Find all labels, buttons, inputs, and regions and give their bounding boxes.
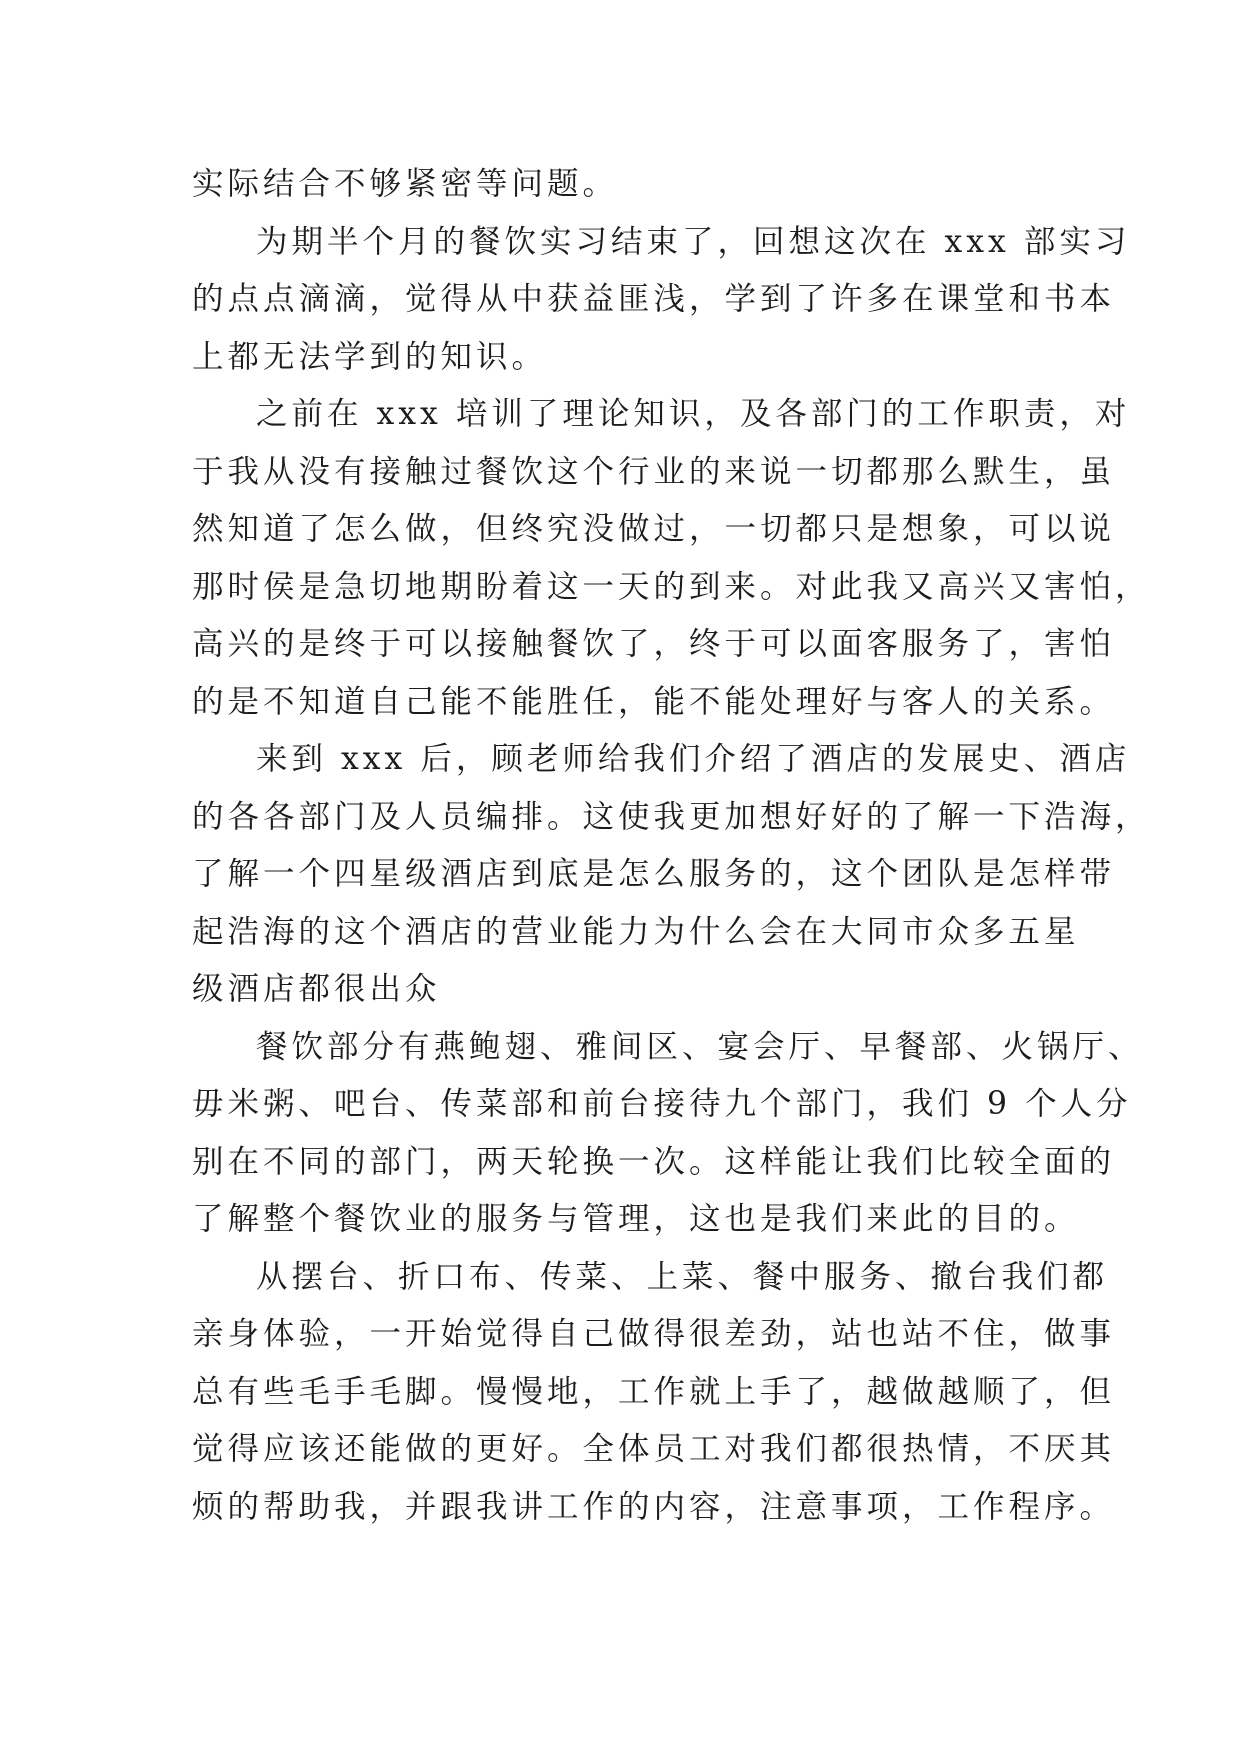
text-line: 亲身体验，一开始觉得自己做得很差劲，站也站不住，做事 xyxy=(192,1316,1116,1352)
text-line: 的是不知道自己能不能胜任，能不能处理好与客人的关系。 xyxy=(192,683,1116,720)
text-line: 起浩海的这个酒店的营业能力为什么会在大同市众多五星 xyxy=(192,913,1080,950)
paragraph-1 xyxy=(192,156,1072,214)
text-line: 觉得应该还能做的更好。全体员工对我们都很热情，不厌其 xyxy=(192,1431,1116,1467)
text-line: 别在不同的部门，两天轮换一次。这样能让我们比较全面的 xyxy=(192,1143,1116,1180)
text-line: 的各各部门及人员编排。这使我更加想好好的了解一下浩海， xyxy=(192,798,1151,835)
text-line: 烦的帮助我，并跟我讲工作的内容，注意事项，工作程序。 xyxy=(192,1488,1116,1525)
text-line: 于我从没有接触过餐饮这个行业的来说一切都那么默生，虽 xyxy=(192,453,1116,490)
document-body xyxy=(192,156,1151,1536)
text-line: 高兴的是终于可以接触餐饮了，终于可以面客服务了，害怕 xyxy=(192,626,1116,662)
text-line: 餐饮部分有燕鲍翅、雅间区、宴会厅、早餐部、火锅厅、 xyxy=(256,1028,1144,1065)
text-line: 那时侯是急切地期盼着这一天的到来。对此我又高兴又害怕， xyxy=(192,568,1151,605)
text-line: 级酒店都很出众 xyxy=(192,971,441,1007)
text-line: 毋米粥、吧台、传菜部和前台接待九个部门，我们 9 个人分 xyxy=(192,1086,1132,1122)
text-line: 来到 xxx 后，顾老师给我们介绍了酒店的发展史、酒店 xyxy=(256,741,1131,777)
text-line: 为期半个月的餐饮实习结束了，回想这次在 xxx 部实习 xyxy=(256,223,1131,260)
paragraph-5 xyxy=(192,1019,1144,1249)
text-line: 的点点滴滴，觉得从中获益匪浅，学到了许多在课堂和书本 xyxy=(192,281,1116,317)
paragraph-6 xyxy=(192,1249,1116,1537)
paragraph-3 xyxy=(192,386,1151,731)
text-line: 了解整个餐饮业的服务与管理，这也是我们来此的目的。 xyxy=(192,1201,1080,1237)
paragraph-4 xyxy=(192,731,1151,1019)
text-line: 了解一个四星级酒店到底是怎么服务的，这个团队是怎样带 xyxy=(192,856,1116,892)
text-line: 上都无法学到的知识。 xyxy=(192,338,548,375)
text-line: 之前在 xxx 培训了理论知识，及各部门的工作职责，对 xyxy=(256,396,1131,432)
text-line: 总有些毛手毛脚。慢慢地，工作就上手了，越做越顺了，但 xyxy=(192,1373,1116,1410)
text-line: 从摆台、折口布、传菜、上菜、餐中服务、撤台我们都 xyxy=(256,1258,1109,1295)
text-line: 然知道了怎么做，但终究没做过，一切都只是想象，可以说 xyxy=(192,511,1116,547)
text-line: 实际结合不够紧密等问题。 xyxy=(192,166,619,202)
paragraph-2 xyxy=(192,214,1131,387)
